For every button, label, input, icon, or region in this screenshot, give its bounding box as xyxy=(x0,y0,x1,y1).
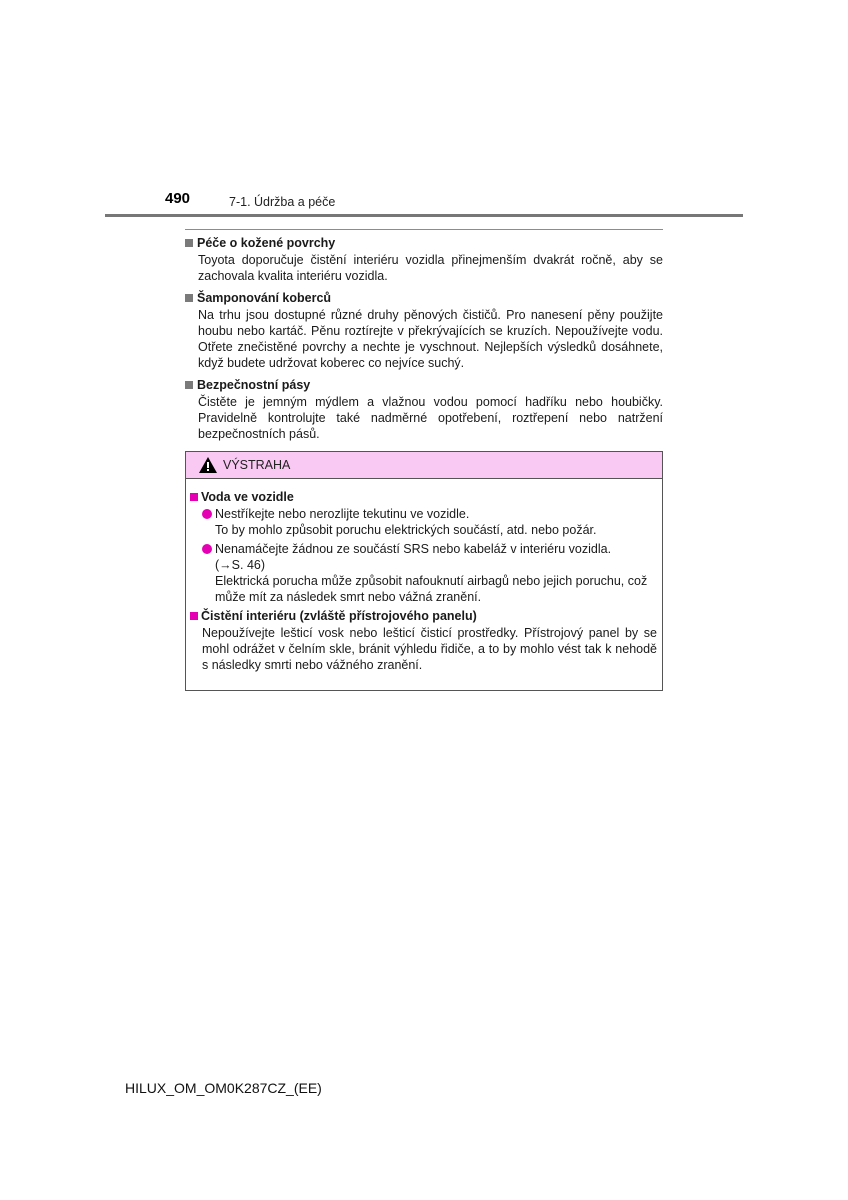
square-bullet-icon xyxy=(185,239,193,247)
warning-group-water xyxy=(190,489,657,605)
header-rule xyxy=(105,214,743,217)
content xyxy=(185,229,663,448)
warning-group-title xyxy=(190,608,657,624)
section-title xyxy=(185,377,663,393)
section-title-text: Šamponování koberců xyxy=(197,291,332,305)
magenta-dot-icon xyxy=(202,544,212,554)
bullet-line: Nenamáčejte žádnou ze součástí SRS nebo kabeláž v interiéru vozidla. xyxy=(215,542,612,556)
warning-bullet xyxy=(202,506,657,538)
bullet-text xyxy=(215,541,657,605)
section-title-text: Péče o kožené povrchy xyxy=(197,236,336,250)
bullet-line: Nestříkejte nebo nerozlijte tekutinu ve vozidle. xyxy=(215,507,470,521)
warning-label: VÝSTRAHA xyxy=(223,458,291,472)
warning-group-title-text: Voda ve vozidle xyxy=(201,490,294,504)
section-carpet xyxy=(185,290,663,371)
warning-group-title-text: Čistění interiéru (zvláště přístrojového panelu) xyxy=(201,609,477,623)
magenta-square-icon xyxy=(190,612,198,620)
section-title xyxy=(185,235,663,251)
section-seatbelts xyxy=(185,377,663,442)
page-reference: (→S. 46) xyxy=(215,558,266,572)
warning-bullet xyxy=(202,541,657,605)
chapter-title: 7-1. Údržba a péče xyxy=(229,195,336,209)
warning-group-interior xyxy=(190,608,657,673)
warning-triangle-icon xyxy=(198,456,218,474)
section-leather xyxy=(185,235,663,284)
warning-header xyxy=(186,452,662,479)
section-title-text: Bezpečnostní pásy xyxy=(197,378,311,392)
section-body: Na trhu jsou dostupné různé druhy pěnových čističů. Pro nanesení pěny použijte houbu nebo kartáč. Pěnu roztírejte v překrývajících se kruzích. Nepoužívejte vodu. Otřete znečistěné povrchy a nechte je vyschnout. Nejlepších výsledků dosáhnete, když budete udržovat koberec co nejvíce suchý. xyxy=(198,308,663,370)
magenta-dot-icon xyxy=(202,509,212,519)
warning-box xyxy=(185,451,663,691)
page-number: 490 xyxy=(165,190,191,207)
square-bullet-icon xyxy=(185,381,193,389)
bullet-text xyxy=(215,506,657,538)
square-bullet-icon xyxy=(185,294,193,302)
section-title xyxy=(185,290,663,306)
bullet-line: To by mohlo způsobit poruchu elektrických součástí, atd. nebo požár. xyxy=(215,523,597,537)
section-body: Toyota doporučuje čistění interiéru vozidla přinejmenším dvakrát ročně, aby se zachovala kvalita interiéru vozidla. xyxy=(198,253,663,283)
bullet-line: Elektrická porucha může způsobit nafouknutí airbagů nebo jejich poruchu, což může mít za následek smrt nebo vážná zranění. xyxy=(215,574,648,604)
section-rule xyxy=(185,229,663,230)
section-body: Čistěte je jemným mýdlem a vlažnou vodou pomocí hadříku nebo houbičky. Pravidelně kontrolujte také nadměrné opotřebení, roztřepení nebo natržení bezpečnostních pásů. xyxy=(198,395,663,441)
footer-code: HILUX_OM_OM0K287CZ_(EE) xyxy=(125,1080,322,1096)
magenta-square-icon xyxy=(190,493,198,501)
warning-body xyxy=(186,479,662,673)
warning-group-text: Nepoužívejte lešticí vosk nebo lešticí čisticí prostředky. Přístrojový panel by se mohl odrážet v čelním skle, bránit výhledu řidiče, a to by mohlo vést tak k nehodě s následky smrti nebo vážného zranění. xyxy=(202,626,657,672)
warning-group-title xyxy=(190,489,657,505)
